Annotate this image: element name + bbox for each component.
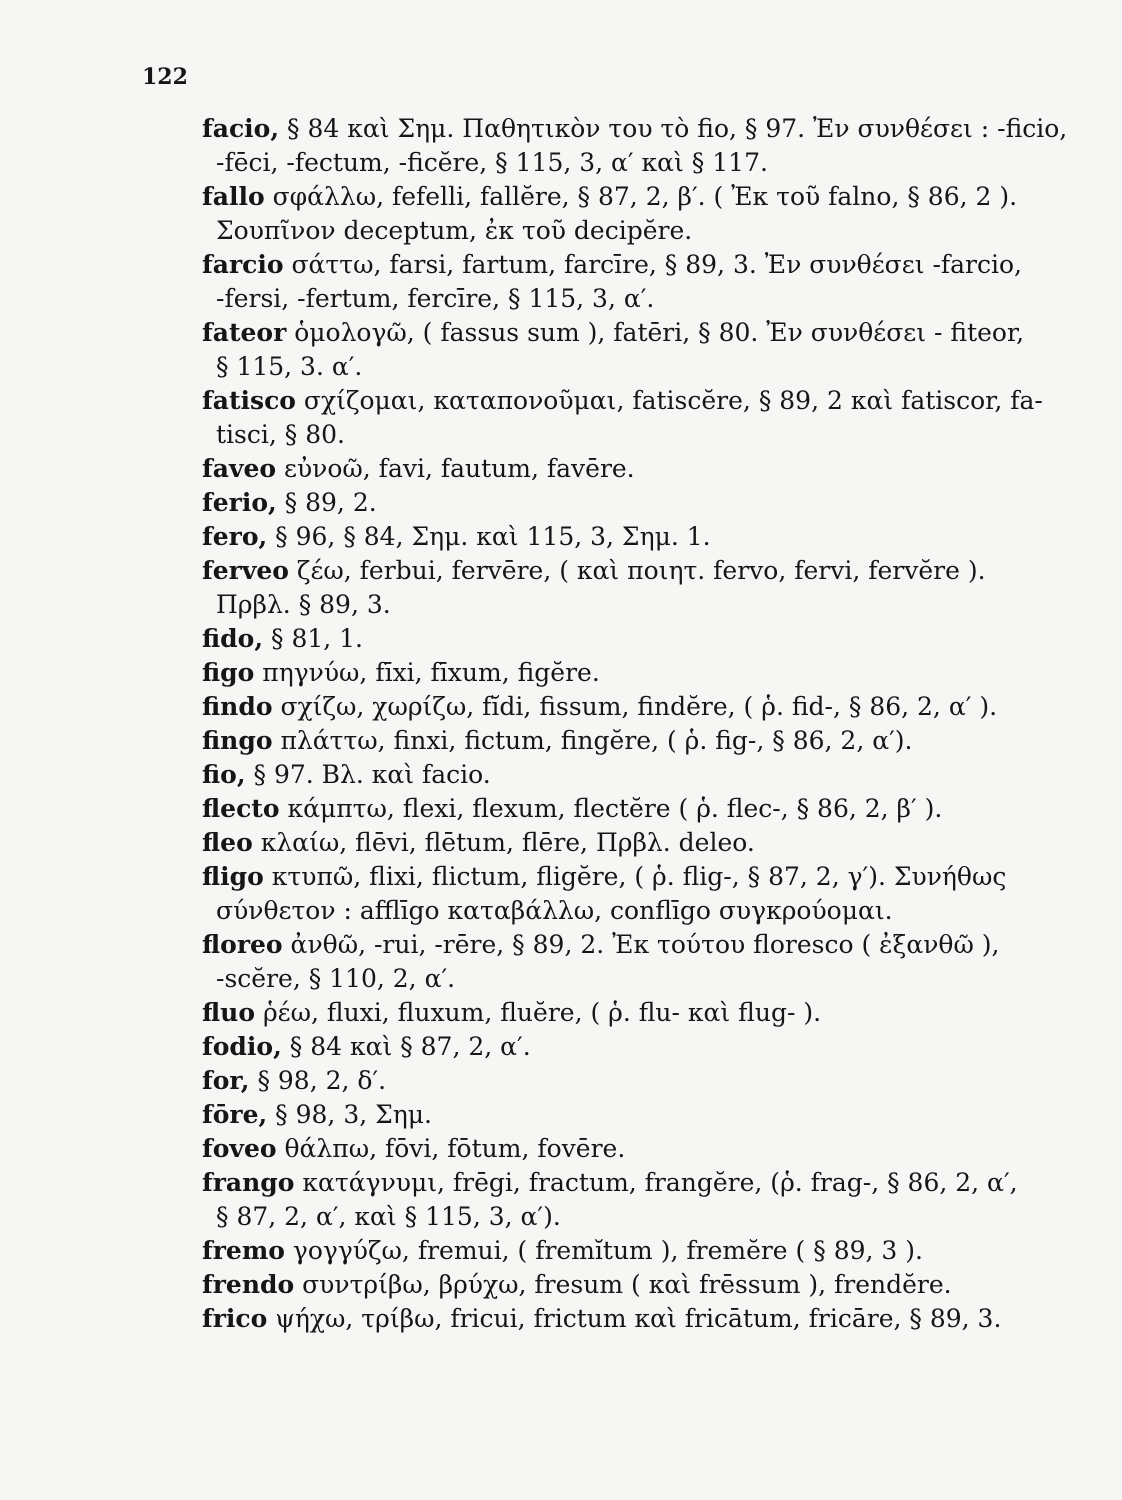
- entry-first-line: [202, 486, 1042, 520]
- dictionary-entry: [202, 554, 1042, 622]
- dictionary-entry: [202, 112, 1068, 180]
- entry-text: κτυπῶ, flixi, flictum, fligĕre, ( ῥ. flig-, § 87, 2, γ′). Συνήθως: [263, 862, 1007, 891]
- entry-text: ζέω, ferbui, fervēre, ( καὶ ποιητ. fervo, fervi, fervĕre ).: [288, 556, 986, 585]
- entry-first-line: [202, 180, 1042, 214]
- dictionary-entry: [202, 180, 1042, 248]
- entry-text: § 84 καὶ § 87, 2, α′.: [281, 1032, 531, 1061]
- entry-continuation-line: [202, 214, 1042, 248]
- entry-first-line: [202, 384, 1042, 418]
- entry-first-line: [202, 1302, 1042, 1336]
- entry-lemma: facio,: [202, 114, 280, 143]
- entry-lemma: fero,: [202, 522, 268, 551]
- entry-lemma: fleo: [202, 828, 253, 857]
- entry-lemma: fingo: [202, 726, 273, 755]
- entry-continuation-line: [202, 894, 1042, 928]
- dictionary-entry: [202, 316, 1042, 384]
- entry-lemma: frango: [202, 1168, 295, 1197]
- entry-text: § 81, 1.: [263, 624, 363, 653]
- entry-first-line: [202, 1064, 1042, 1098]
- entry-text: σχίζομαι, καταπονοῦμαι, fatiscĕre, § 89, 2 καὶ fatiscor, fa-: [295, 386, 1043, 415]
- entry-text: εὐνοῶ, favi, fautum, favēre.: [276, 454, 635, 483]
- dictionary-entry: [202, 1098, 1042, 1132]
- entry-text: σάττω, farsi, fartum, farcīre, § 89, 3. Ἐν συνθέσει -farcio,: [283, 250, 1022, 279]
- entry-text: πλάττω, finxi, fictum, fingĕre, ( ῥ. fig-, § 86, 2, α′).: [272, 726, 913, 755]
- entry-text: tisci, § 80.: [216, 420, 345, 449]
- entry-lemma: figo: [202, 658, 255, 687]
- entry-text: § 87, 2, α′, καὶ § 115, 3, α′).: [216, 1202, 561, 1231]
- dictionary-entries: [202, 112, 1068, 1336]
- entry-text: -fersi, -fertum, fercīre, § 115, 3, α′.: [216, 284, 655, 313]
- entry-lemma: findo: [202, 692, 273, 721]
- entry-text: συντρίβω, βρύχω, fresum ( καὶ frēssum ), frendĕre.: [294, 1270, 952, 1299]
- entry-first-line: [202, 520, 1042, 554]
- entry-text: κάμπτω, flexi, flexum, flectĕre ( ῥ. flec-, § 86, 2, β′ ).: [279, 794, 943, 823]
- entry-first-line: [202, 758, 1042, 792]
- entry-continuation-line: [202, 146, 1042, 180]
- entry-first-line: [202, 792, 1042, 826]
- dictionary-entry: [202, 622, 1042, 656]
- entry-first-line: [202, 724, 1042, 758]
- entry-first-line: [202, 1098, 1042, 1132]
- entry-first-line: [202, 1166, 1042, 1200]
- dictionary-entry: [202, 724, 1042, 758]
- entry-first-line: [202, 316, 1042, 350]
- dictionary-entry: [202, 1030, 1042, 1064]
- dictionary-entry: [202, 860, 1042, 928]
- entry-text: § 98, 3, Σημ.: [267, 1100, 432, 1129]
- dictionary-entry: [202, 792, 1042, 826]
- entry-lemma: fio,: [202, 760, 246, 789]
- entry-first-line: [202, 860, 1042, 894]
- entry-first-line: [202, 690, 1042, 724]
- entry-text: πηγνύω, fīxi, fīxum, figĕre.: [254, 658, 600, 687]
- dictionary-entry: [202, 690, 1042, 724]
- entry-first-line: [202, 928, 1042, 962]
- entry-text: § 115, 3. α′.: [216, 352, 363, 381]
- entry-first-line: [202, 1030, 1042, 1064]
- entry-text: § 96, § 84, Σημ. καὶ 115, 3, Σημ. 1.: [267, 522, 711, 551]
- entry-text: ῥέω, fluxi, fluxum, fluĕre, ( ῥ. flu- καὶ flug- ).: [255, 998, 822, 1027]
- entry-text: § 84 καὶ Σημ. Παθητικὸν του τὸ fio, § 97. Ἐν συνθέσει : -ficio,: [279, 114, 1068, 143]
- dictionary-entry: [202, 656, 1042, 690]
- entry-lemma: frendo: [202, 1270, 295, 1299]
- dictionary-entry: [202, 1302, 1042, 1336]
- entry-text: σφάλλω, fefelli, fallĕre, § 87, 2, β′. ( Ἐκ τοῦ falno, § 86, 2 ).: [264, 182, 1018, 211]
- entry-text: -scĕre, § 110, 2, α′.: [216, 964, 456, 993]
- entry-first-line: [202, 554, 1042, 588]
- entry-first-line: [202, 1268, 1042, 1302]
- entry-first-line: [202, 656, 1042, 690]
- entry-text: γογγύζω, fremui, ( fremĭtum ), fremĕre ( § 89, 3 ).: [284, 1236, 923, 1265]
- dictionary-entry: [202, 1132, 1042, 1166]
- entry-continuation-line: [202, 418, 1042, 452]
- entry-text: ἀνθῶ, -rui, -rēre, § 89, 2. Ἐκ τούτου floresco ( ἐξανθῶ ),: [282, 930, 1000, 959]
- entry-text: κλαίω, flēvi, flētum, flēre, Πρβλ. deleo.: [252, 828, 755, 857]
- entry-lemma: floreo: [202, 930, 283, 959]
- entry-continuation-line: [202, 588, 1042, 622]
- dictionary-entry: [202, 452, 1042, 486]
- dictionary-entry: [202, 520, 1042, 554]
- entry-text: ὁμολογῶ, ( fassus sum ), fatēri, § 80. Ἐν συνθέσει - fiteor,: [286, 318, 1025, 347]
- entry-continuation-line: [202, 350, 1042, 384]
- entry-lemma: fōre,: [202, 1100, 268, 1129]
- dictionary-entry: [202, 1234, 1042, 1268]
- entry-lemma: fido,: [202, 624, 264, 653]
- entry-text: σύνθετον : afflīgo καταβάλλω, conflīgo συγκρούομαι.: [216, 896, 893, 925]
- dictionary-entry: [202, 486, 1042, 520]
- entry-lemma: farcio: [202, 250, 284, 279]
- entry-text: § 98, 2, δ′.: [249, 1066, 387, 1095]
- entry-lemma: faveo: [202, 454, 277, 483]
- dictionary-entry: [202, 384, 1042, 452]
- dictionary-entry: [202, 1064, 1042, 1098]
- entry-lemma: fligo: [202, 862, 264, 891]
- entry-text: -fēci, -fectum, -ficĕre, § 115, 3, α′ καὶ § 117.: [216, 148, 768, 177]
- entry-lemma: fateor: [202, 318, 287, 347]
- entry-continuation-line: [202, 962, 1042, 996]
- entry-text: θάλπω, fōvi, fōtum, fovēre.: [276, 1134, 626, 1163]
- dictionary-entry: [202, 248, 1042, 316]
- entry-lemma: fatisco: [202, 386, 296, 415]
- entry-lemma: frico: [202, 1304, 268, 1333]
- entry-first-line: [202, 248, 1042, 282]
- entry-first-line: [202, 112, 1068, 146]
- entry-lemma: ferveo: [202, 556, 289, 585]
- entry-text: Σουπῖνον deceptum, ἐκ τοῦ decipĕre.: [216, 216, 693, 245]
- dictionary-entry: [202, 996, 1042, 1030]
- entry-first-line: [202, 1132, 1042, 1166]
- entry-text: Πρβλ. § 89, 3.: [216, 590, 391, 619]
- entry-continuation-line: [202, 1200, 1042, 1234]
- entry-lemma: flecto: [202, 794, 280, 823]
- entry-first-line: [202, 452, 1042, 486]
- dictionary-entry: [202, 758, 1042, 792]
- entry-text: § 97. Βλ. καὶ facio.: [245, 760, 491, 789]
- entry-lemma: fremo: [202, 1236, 285, 1265]
- entry-text: σχίζω, χωρίζω, fĭdi, fissum, findĕre, ( ῥ. fid-, § 86, 2, α′ ).: [272, 692, 998, 721]
- dictionary-entry: [202, 928, 1042, 996]
- entry-lemma: fallo: [202, 182, 265, 211]
- entry-lemma: foveo: [202, 1134, 277, 1163]
- entry-lemma: ferio,: [202, 488, 277, 517]
- dictionary-entry: [202, 1268, 1042, 1302]
- entry-first-line: [202, 622, 1042, 656]
- dictionary-entry: [202, 826, 1042, 860]
- entry-first-line: [202, 996, 1042, 1030]
- entry-lemma: fodio,: [202, 1032, 282, 1061]
- entry-text: ψήχω, τρίβω, fricui, frictum καὶ fricātum, fricāre, § 89, 3.: [267, 1304, 1002, 1333]
- entry-text: § 89, 2.: [276, 488, 377, 517]
- entry-first-line: [202, 1234, 1042, 1268]
- dictionary-entry: [202, 1166, 1042, 1234]
- entry-continuation-line: [202, 282, 1042, 316]
- entry-lemma: fluo: [202, 998, 256, 1027]
- entry-lemma: for,: [202, 1066, 250, 1095]
- entry-first-line: [202, 826, 1042, 860]
- page-number: 122: [142, 64, 188, 90]
- entry-text: κατάγνυμι, frēgi, fractum, frangĕre, (ῥ. frag-, § 86, 2, α′,: [294, 1168, 1018, 1197]
